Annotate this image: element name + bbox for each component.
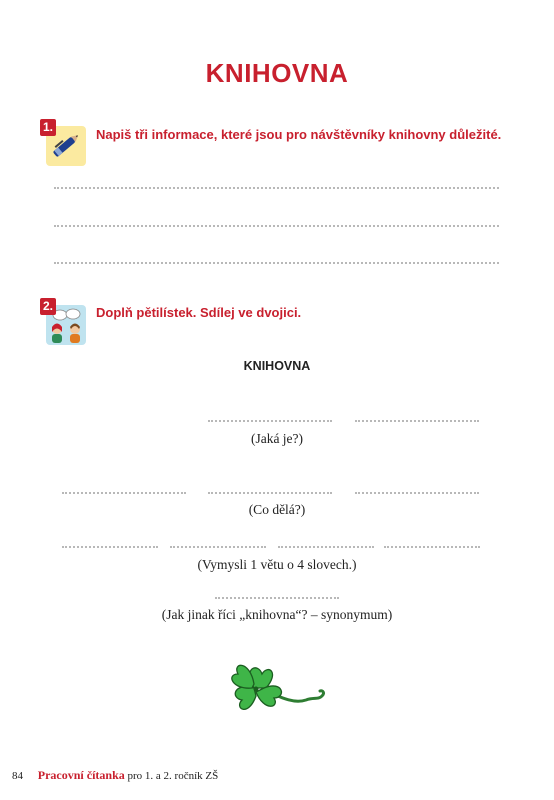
page-number: 84: [12, 770, 23, 782]
cinquain-verb-2[interactable]: [208, 492, 332, 494]
cinquain-prompt-verbs: (Co dělá?): [248, 502, 306, 517]
cinquain-prompt-synonym: (Jak jinak říci „knihovna“? – synonymum): [161, 607, 393, 622]
task2-instruction: Doplň pětilístek. Sdílej ve dvojici.: [96, 305, 302, 320]
task1-instruction: Napiš tři informace, které jsou pro návštěvníky knihovny důležité.: [96, 127, 502, 142]
task2-number: 2.: [40, 298, 56, 315]
cinquain-sentence-word-3[interactable]: [278, 546, 374, 548]
book-title: Pracovní čítanka: [37, 768, 125, 782]
cinquain-synonym[interactable]: [215, 597, 339, 599]
cinquain-sentence-word-4[interactable]: [384, 546, 480, 548]
cinquain-adjective-1[interactable]: [208, 420, 332, 422]
cinquain-verb-1[interactable]: [62, 492, 186, 494]
cinquain-sentence-word-2[interactable]: [170, 546, 266, 548]
cinquain-prompt-sentence: (Vymysli 1 větu o 4 slovech.): [197, 557, 357, 572]
cinquain-verb-3[interactable]: [355, 492, 479, 494]
answer-line-2[interactable]: [54, 225, 499, 227]
cinquain-title: KNIHOVNA: [243, 359, 311, 373]
cinquain-prompt-adjectives: (Jaká je?): [250, 431, 304, 446]
page-title: KNIHOVNA: [205, 58, 349, 88]
cinquain-sentence-word-1[interactable]: [62, 546, 158, 548]
answer-line-1[interactable]: [54, 187, 499, 189]
page-footer: [12, 768, 218, 783]
task1-number: 1.: [40, 119, 56, 136]
four-leaf-clover-icon: [222, 660, 332, 720]
book-subtitle: pro 1. a 2. ročník ZŠ: [127, 770, 219, 782]
cinquain-adjective-2[interactable]: [355, 420, 479, 422]
answer-line-3[interactable]: [54, 262, 499, 264]
